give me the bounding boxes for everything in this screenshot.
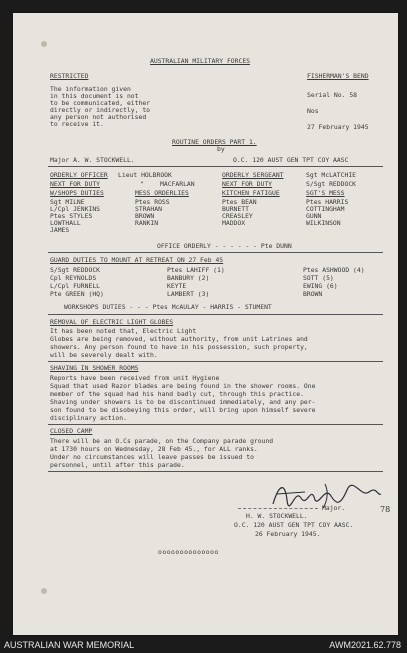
guard-name: Pte GREEN (HQ) [50, 290, 104, 298]
end-marker: oooooooooooooo [158, 548, 219, 556]
duty-name: BROWN [135, 212, 155, 220]
duty-name: RANKIN [135, 219, 159, 227]
duty-name: Ptes ROSS [135, 198, 170, 206]
routine-orders-title: ROUTINE ORDERS PART 1. [172, 138, 257, 146]
duty-heading: NEXT FOR DUTY [50, 180, 101, 188]
document-title: AUSTRALIAN MILITARY FORCES [150, 57, 251, 65]
section-line: will be severely dealt with. [50, 351, 158, 359]
section-line: Under no circumstances will leave passes be issued to [50, 453, 254, 461]
notice-line: directly or indirectly, to [50, 106, 151, 114]
duty-name: MADDOX [222, 219, 246, 227]
guard-name: S/Sgt REDDOCK [50, 266, 101, 274]
divider [48, 424, 383, 425]
footer-bar [0, 637, 407, 653]
duty-heading: KITCHEN FATIGUE [222, 189, 280, 197]
notice-line: to receive it. [50, 120, 104, 128]
punch-hole [41, 41, 47, 47]
footer-left: AUSTRALIAN WAR MEMORIAL [4, 640, 135, 650]
duty-value: Lieut HOLBROOK [118, 171, 172, 179]
issuing-officer: Major A. W. STOCKWELL. [50, 156, 135, 164]
duty-value: MACFARLAN [160, 180, 195, 188]
restricted-label: RESTRICTED [50, 72, 89, 80]
workshops-duties: WORKSHOPS DUTIES - - - Ptes McAULAY - HARRIS - STUMENT [64, 303, 272, 311]
footer-right: AWM2021.62.778 [329, 640, 401, 650]
section-line: son found to be disobeying this order, will bring upon himself severe [50, 406, 316, 414]
section-line: disciplinary action. [50, 414, 127, 422]
guard-name: EWING (6) [303, 282, 338, 290]
duty-heading: ORDERLY OFFICER [50, 171, 108, 179]
divider [48, 314, 383, 315]
serial-number: Serial No. 58 [307, 91, 358, 99]
section-line: Squad that used Razor blades are being found in the shower rooms. One [50, 382, 316, 390]
duty-name: Ptes STYLES [50, 212, 93, 220]
duty-value: S/Sgt REDDOCK [306, 180, 357, 188]
section-line: at 1730 hours on Wednesday, 28 Feb 45., for ALL ranks. [50, 445, 258, 453]
guard-name: KEYTE [167, 282, 187, 290]
office-orderly: OFFICE ORDERLY - - - - - - Pte DUNN [157, 242, 292, 250]
notice-line: to be communicated, either [50, 99, 151, 107]
divider [48, 252, 383, 253]
guard-name: Cpl REYNOLDS [50, 274, 97, 282]
guard-name: BANBURY (2) [167, 274, 210, 282]
issuing-unit: O.C. 120 AUST GEN TPT COY AASC [233, 156, 349, 164]
signature-date: 26 February 1945. [255, 530, 321, 538]
section-heading: CLOSED CAMP [50, 427, 93, 435]
guard-heading: GUARD DUTIES TO MOUNT AT RETREAT ON 27 Feb 45 [50, 256, 224, 264]
duty-name: Sgt MILNE [50, 198, 85, 206]
duty-name: CREASLEY [222, 212, 253, 220]
section-line: member of the squad had his hand badly cut, through this practice. [50, 390, 304, 398]
duty-name: BURNETT [222, 205, 249, 213]
duty-value: " [140, 180, 144, 188]
duty-name: L/Cpl JENKINS [50, 205, 101, 213]
duty-name: Ptes BEAN [222, 198, 257, 206]
guard-name: LAMBERT (3) [167, 290, 210, 298]
by-label: by [217, 145, 225, 153]
duty-value: Sgt McLATCHIE [306, 171, 357, 179]
signatory-unit: O.C. 120 AUST GEN TPT COY AASC. [234, 521, 354, 529]
guard-name: BROWN [303, 290, 323, 298]
section-line: personnel, until after this parade. [50, 461, 185, 469]
duty-name: JAMES [50, 226, 70, 234]
document-date: 27 February 1945 [307, 123, 369, 131]
punch-hole [41, 588, 47, 594]
guard-name: Ptes LAHIFF (1) [167, 266, 225, 274]
notice-line: in this document is not [50, 92, 139, 100]
section-line: showers. Any person found to have in his possession, such property, [50, 343, 308, 351]
guard-name: Ptes ASHWOOD (4) [303, 266, 365, 274]
duty-name: Ptes HARRIS [306, 198, 349, 206]
signature-line [238, 508, 318, 509]
signatory-name: H. W. STOCKWELL. [246, 512, 308, 520]
duty-heading: SGT'S MESS [306, 189, 345, 197]
section-heading: REMOVAL OF ELECTRIC LIGHT GLOBES [50, 318, 174, 326]
section-line: There will be an O.Cs parade, on the Company parade ground [50, 437, 274, 445]
section-line: It has been noted that, Electric Light [50, 327, 197, 335]
notice-line: The information given [50, 85, 131, 93]
nos-label: Nos [307, 107, 319, 115]
notice-line: any person not authorised [50, 113, 147, 121]
handwritten-note: 78 [380, 505, 391, 514]
duty-name: COTTINGHAM [306, 205, 345, 213]
duty-heading: W/SHOPS DUTIES [50, 189, 104, 197]
duty-name: GUNN [306, 212, 322, 220]
duty-heading: MESS ORDERLIES [135, 189, 189, 197]
location-label: FISHERMAN'S BEND [307, 72, 369, 80]
duty-name: STRAHAN [135, 205, 162, 213]
section-heading: SHAVING IN SHOWER ROOMS [50, 364, 139, 372]
guard-name: L/Cpl FURNELL [50, 282, 101, 290]
duty-name: WILKINSON [306, 219, 341, 227]
guard-name: SOTT (5) [303, 274, 334, 282]
divider [48, 166, 383, 167]
section-line: Reports have been received from unit Hygiene [50, 374, 220, 382]
divider [48, 361, 383, 362]
section-line: Shaving under showers is to be discontinued immediately, and any per- [50, 398, 316, 406]
section-line: Globes are being removed, without authority, from unit Latrines and [50, 335, 308, 343]
divider [48, 471, 383, 472]
signatory-rank: Major. [322, 504, 346, 512]
duty-heading: NEXT FOR DUTY [222, 180, 273, 188]
duty-name: LOWTHALL [50, 219, 81, 227]
duty-heading: ORDERLY SERGEANT [222, 171, 284, 179]
